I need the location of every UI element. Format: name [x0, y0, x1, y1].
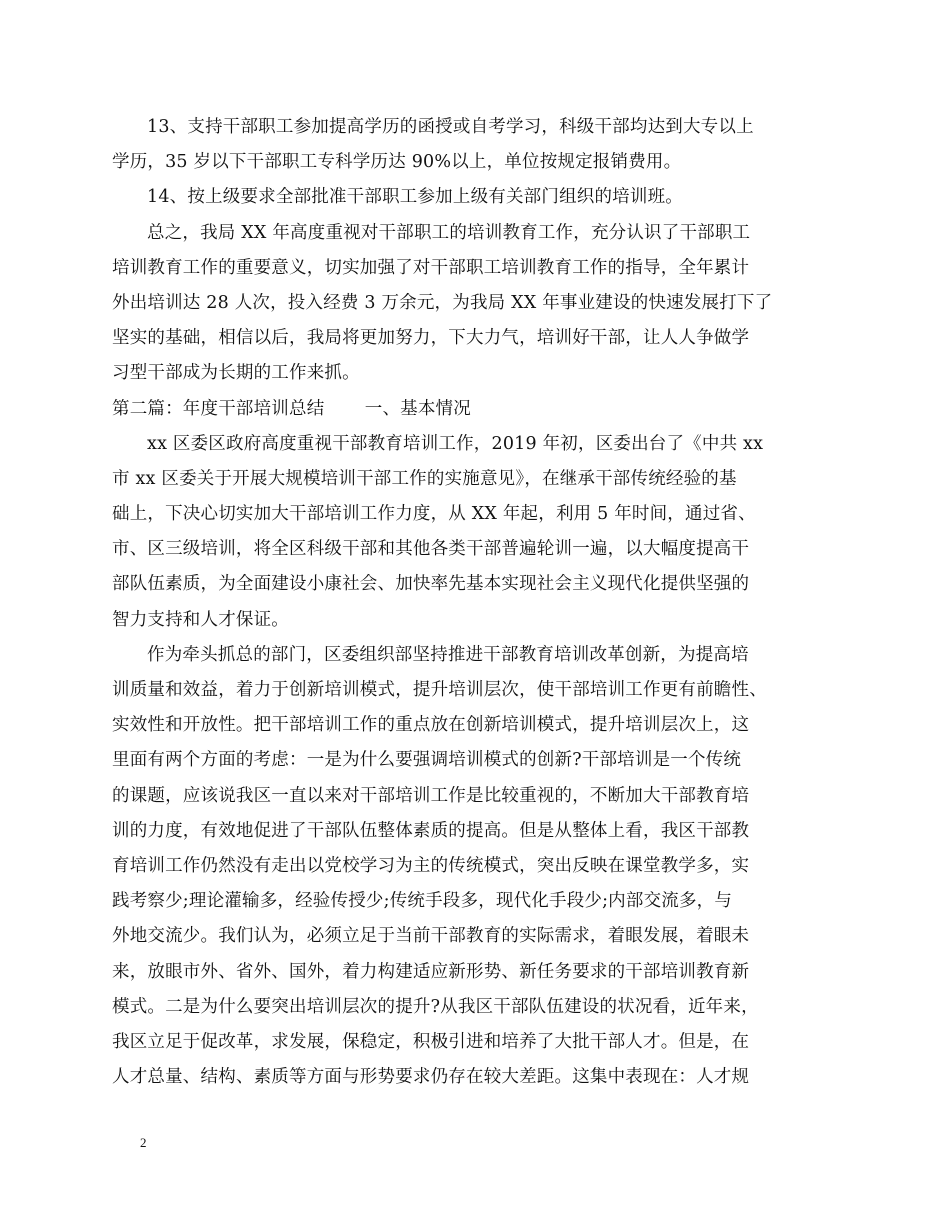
- paragraph-line: 人才总量、结构、素质等方面与形势要求仍存在较大差距。这集中表现在：人才规: [112, 1067, 750, 1088]
- paragraph-line: 外出培训达 28 人次，投入经费 3 万余元，为我局 XX 年事业建设的快速发展打下了: [112, 292, 773, 313]
- paragraph-line: 作为牵头抓总的部门，区委组织部坚持推进干部教育培训改革创新，为提高培: [147, 644, 749, 665]
- paragraph-line: 智力支持和人才保证。: [112, 609, 289, 630]
- paragraph-line: 模式。二是为什么要突出培训层次的提升?从我区干部队伍建设的状况看，近年来，: [112, 996, 759, 1017]
- paragraph-line: 部队伍素质，为全面建设小康社会、加快率先基本实现社会主义现代化提供坚强的: [112, 574, 750, 595]
- page-number: 2: [140, 1135, 147, 1150]
- paragraph-line: 训质量和效益，着力于创新培训模式，提升培训层次，使干部培训工作更有前瞻性、: [112, 680, 767, 700]
- paragraph-line: 习型干部成为长期的工作来抓。: [112, 363, 360, 384]
- paragraph-line: 里面有两个方面的考虑：一是为什么要强调培训模式的创新?干部培训是一个传统: [112, 750, 742, 771]
- paragraph-line: 市、区三级培训，将全区科级干部和其他各类干部普遍轮训一遍，以大幅度提高干: [112, 539, 750, 560]
- paragraph-line: 训的力度，有效地促进了干部队伍整体素质的提高。但是从整体上看，我区干部教: [112, 820, 750, 841]
- paragraph-line: 坚实的基础，相信以后，我局将更加努力，下大力气，培训好干部，让人人争做学: [112, 328, 750, 349]
- paragraph-line: 培训教育工作的重要意义，切实加强了对干部职工培训教育工作的指导，全年累计: [112, 257, 750, 278]
- paragraph-line: xx 区委区政府高度重视干部教育培训工作，2019 年初，区委出台了《中共 xx: [147, 433, 764, 454]
- document-body: [112, 110, 827, 1095]
- paragraph-line: 外地交流少。我们认为，必须立足于当前干部教育的实际需求，着眼发展，着眼未: [112, 926, 750, 947]
- paragraph-line: 础上，下决心切实加大干部培训工作力度，从 XX 年起，利用 5 年时间，通过省、: [112, 504, 756, 525]
- paragraph-line: 13、支持干部职工参加提高学历的函授或自考学习，科级干部均达到大专以上: [147, 117, 754, 137]
- paragraph-line: 14、按上级要求全部批准干部职工参加上级有关部门组织的培训班。: [147, 187, 683, 208]
- paragraph-line: 市 xx 区委关于开展大规模培训干部工作的实施意见》，在继承干部传统经验的基: [112, 468, 737, 489]
- paragraph-line: 的课题，应该说我区一直以来对干部培训工作是比较重视的，不断加大干部教育培: [112, 785, 750, 806]
- paragraph-line: 我区立足于促改革，求发展，保稳定，积极引进和培养了大批干部人才。但是，在: [112, 1031, 750, 1052]
- paragraph-line: 学历，35 岁以下干部职工专科学历达 90%以上，单位按规定报销费用。: [112, 152, 682, 173]
- paragraph-line: 践考察少;理论灌输多，经验传授少;传统手段多，现代化手段少;内部交流多，与: [112, 891, 733, 912]
- paragraph-line: 实效性和开放性。把干部培训工作的重点放在创新培训模式，提升培训层次上，这: [112, 715, 750, 736]
- paragraph-line: 来，放眼市外、省外、国外，着力构建适应新形势、新任务要求的干部培训教育新: [112, 961, 750, 982]
- paragraph-line: 总之，我局 XX 年高度重视对干部职工的培训教育工作，充分认识了干部职工: [147, 222, 751, 243]
- paragraph-line: 育培训工作仍然没有走出以党校学习为主的传统模式，突出反映在课堂教学多，实: [112, 855, 750, 876]
- section-heading: 第二篇：年度干部培训总结 一、基本情况: [112, 398, 471, 419]
